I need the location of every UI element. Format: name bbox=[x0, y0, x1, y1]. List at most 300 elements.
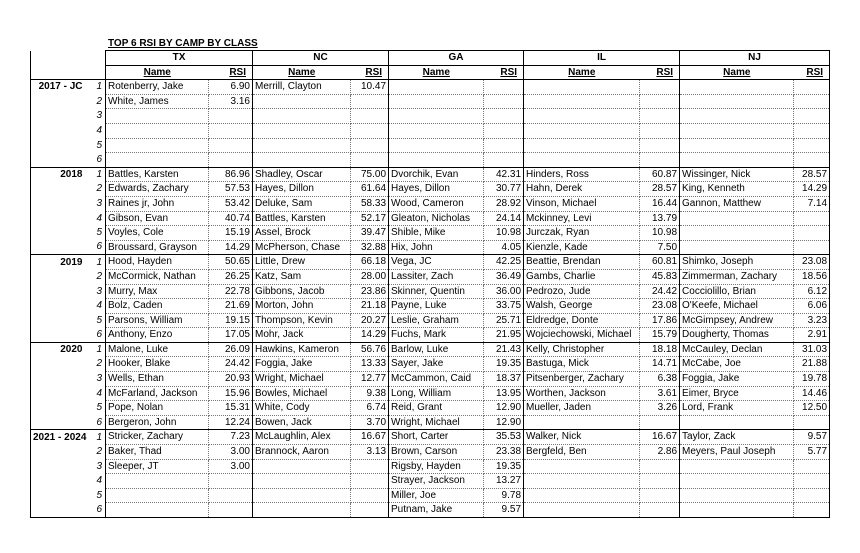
player-name-cell bbox=[524, 109, 640, 124]
rsi-value-cell: 3.00 bbox=[209, 459, 253, 474]
rsi-value-cell: 86.96 bbox=[209, 167, 253, 182]
rsi-value-cell: 40.74 bbox=[209, 211, 253, 226]
table-row bbox=[31, 488, 830, 503]
rsi-value-cell bbox=[794, 503, 830, 518]
rsi-value-cell bbox=[794, 153, 830, 168]
player-name-cell bbox=[524, 503, 640, 518]
player-name-cell bbox=[389, 80, 484, 95]
player-name-cell: Stricker, Zachary bbox=[106, 430, 209, 445]
player-name-cell: Barlow, Luke bbox=[389, 342, 484, 357]
player-name-cell: Wood, Cameron bbox=[389, 196, 484, 211]
rank-number: 4 bbox=[88, 299, 106, 314]
player-name-cell bbox=[253, 459, 351, 474]
rank-number: 4 bbox=[88, 123, 106, 138]
rsi-value-cell bbox=[209, 488, 253, 503]
player-name-cell: Gambs, Charlie bbox=[524, 269, 640, 284]
class-label bbox=[31, 415, 88, 430]
class-label bbox=[31, 488, 88, 503]
player-name-cell: King, Kenneth bbox=[680, 182, 794, 197]
header-corner bbox=[31, 65, 106, 80]
rsi-value-cell: 26.09 bbox=[209, 342, 253, 357]
rsi-value-cell bbox=[640, 153, 680, 168]
rank-number: 1 bbox=[88, 430, 106, 445]
column-header-row bbox=[31, 65, 830, 80]
rsi-value-cell: 12.90 bbox=[484, 401, 524, 416]
class-label bbox=[31, 94, 88, 109]
table-row bbox=[31, 153, 830, 168]
rank-number: 2 bbox=[88, 269, 106, 284]
rsi-value-cell: 21.88 bbox=[794, 357, 830, 372]
rsi-value-cell: 24.42 bbox=[209, 357, 253, 372]
rsi-value-cell: 14.29 bbox=[351, 328, 389, 343]
player-name-cell: Lord, Frank bbox=[680, 401, 794, 416]
table-row bbox=[31, 342, 830, 357]
player-name-cell: Sleeper, JT bbox=[106, 459, 209, 474]
rank-number: 2 bbox=[88, 94, 106, 109]
rank-number: 2 bbox=[88, 357, 106, 372]
table-row bbox=[31, 474, 830, 489]
rsi-value-cell: 3.00 bbox=[209, 445, 253, 460]
rsi-value-cell: 36.00 bbox=[484, 284, 524, 299]
rsi-value-cell: 61.64 bbox=[351, 182, 389, 197]
name-header: Name bbox=[680, 65, 794, 80]
rsi-value-cell: 20.93 bbox=[209, 372, 253, 387]
player-name-cell bbox=[106, 474, 209, 489]
player-name-cell: Short, Carter bbox=[389, 430, 484, 445]
rank-number: 5 bbox=[88, 138, 106, 153]
player-name-cell: Deluke, Sam bbox=[253, 196, 351, 211]
player-name-cell: Bowles, Michael bbox=[253, 386, 351, 401]
player-name-cell: Hayes, Dillon bbox=[253, 182, 351, 197]
rsi-value-cell bbox=[640, 488, 680, 503]
rsi-value-cell: 28.57 bbox=[794, 167, 830, 182]
rsi-value-cell: 3.16 bbox=[209, 94, 253, 109]
rsi-header: RSI bbox=[484, 65, 524, 80]
player-name-cell: Skinner, Quentin bbox=[389, 284, 484, 299]
rsi-value-cell: 6.12 bbox=[794, 284, 830, 299]
player-name-cell: Rigsby, Hayden bbox=[389, 459, 484, 474]
rsi-value-cell: 14.29 bbox=[209, 240, 253, 255]
rsi-value-cell: 18.56 bbox=[794, 269, 830, 284]
player-name-cell: Rotenberry, Jake bbox=[106, 80, 209, 95]
player-name-cell: Brannock, Aaron bbox=[253, 445, 351, 460]
rsi-value-cell bbox=[794, 459, 830, 474]
class-label: 2019 bbox=[31, 255, 88, 270]
rsi-value-cell: 15.79 bbox=[640, 328, 680, 343]
rsi-value-cell: 19.78 bbox=[794, 372, 830, 387]
rsi-value-cell bbox=[209, 109, 253, 124]
player-name-cell: Fuchs, Mark bbox=[389, 328, 484, 343]
rsi-value-cell bbox=[484, 109, 524, 124]
player-name-cell: Pitsenberger, Zachary bbox=[524, 372, 640, 387]
rank-number: 3 bbox=[88, 372, 106, 387]
rsi-value-cell: 21.95 bbox=[484, 328, 524, 343]
player-name-cell bbox=[389, 94, 484, 109]
rank-number: 5 bbox=[88, 313, 106, 328]
rsi-value-cell: 13.95 bbox=[484, 386, 524, 401]
rsi-value-cell bbox=[209, 474, 253, 489]
player-name-cell: Hood, Hayden bbox=[106, 255, 209, 270]
player-name-cell: Jurczak, Ryan bbox=[524, 226, 640, 241]
rsi-value-cell: 18.18 bbox=[640, 342, 680, 357]
player-name-cell bbox=[524, 94, 640, 109]
player-name-cell: Long, William bbox=[389, 386, 484, 401]
table-row bbox=[31, 357, 830, 372]
table-row bbox=[31, 372, 830, 387]
rsi-value-cell: 15.31 bbox=[209, 401, 253, 416]
rsi-value-cell bbox=[794, 109, 830, 124]
player-name-cell: Miller, Joe bbox=[389, 488, 484, 503]
player-name-cell: Taylor, Zack bbox=[680, 430, 794, 445]
camp-header: NC bbox=[253, 51, 389, 66]
player-name-cell: Bergfeld, Ben bbox=[524, 445, 640, 460]
class-label: 2020 bbox=[31, 342, 88, 357]
player-name-cell: Hayes, Dillon bbox=[389, 182, 484, 197]
player-name-cell: Brown, Carson bbox=[389, 445, 484, 460]
player-name-cell: Kienzle, Kade bbox=[524, 240, 640, 255]
rank-number: 1 bbox=[88, 255, 106, 270]
player-name-cell: Murry, Max bbox=[106, 284, 209, 299]
player-name-cell: Parsons, William bbox=[106, 313, 209, 328]
rsi-value-cell: 45.83 bbox=[640, 269, 680, 284]
rsi-value-cell bbox=[484, 153, 524, 168]
rsi-value-cell: 10.98 bbox=[640, 226, 680, 241]
rsi-header: RSI bbox=[794, 65, 830, 80]
player-name-cell bbox=[680, 138, 794, 153]
table-row bbox=[31, 94, 830, 109]
rsi-value-cell: 19.35 bbox=[484, 459, 524, 474]
rsi-value-cell bbox=[794, 226, 830, 241]
player-name-cell: Eldredge, Donte bbox=[524, 313, 640, 328]
class-label bbox=[31, 474, 88, 489]
player-name-cell bbox=[680, 80, 794, 95]
rank-number: 6 bbox=[88, 328, 106, 343]
class-label bbox=[31, 313, 88, 328]
player-name-cell: Mohr, Jack bbox=[253, 328, 351, 343]
table-row bbox=[31, 503, 830, 518]
player-name-cell: Hix, John bbox=[389, 240, 484, 255]
class-label bbox=[31, 211, 88, 226]
table-row bbox=[31, 313, 830, 328]
table-row bbox=[31, 386, 830, 401]
player-name-cell: White, Cody bbox=[253, 401, 351, 416]
rsi-value-cell: 16.67 bbox=[351, 430, 389, 445]
player-name-cell: Shible, Mike bbox=[389, 226, 484, 241]
player-name-cell: Reid, Grant bbox=[389, 401, 484, 416]
player-name-cell: O'Keefe, Michael bbox=[680, 299, 794, 314]
class-label bbox=[31, 284, 88, 299]
player-name-cell bbox=[106, 503, 209, 518]
player-name-cell bbox=[106, 488, 209, 503]
class-label bbox=[31, 226, 88, 241]
rsi-value-cell bbox=[484, 123, 524, 138]
rsi-value-cell: 31.03 bbox=[794, 342, 830, 357]
player-name-cell bbox=[680, 415, 794, 430]
rsi-value-cell: 18.37 bbox=[484, 372, 524, 387]
rsi-value-cell bbox=[640, 123, 680, 138]
rsi-value-cell: 15.19 bbox=[209, 226, 253, 241]
rsi-value-cell bbox=[484, 94, 524, 109]
rsi-header: RSI bbox=[209, 65, 253, 80]
rank-number: 5 bbox=[88, 226, 106, 241]
rsi-value-cell: 3.70 bbox=[351, 415, 389, 430]
rsi-value-cell bbox=[640, 80, 680, 95]
player-name-cell bbox=[524, 488, 640, 503]
rsi-value-cell bbox=[351, 503, 389, 518]
rsi-value-cell: 28.92 bbox=[484, 196, 524, 211]
rsi-value-cell: 60.87 bbox=[640, 167, 680, 182]
rsi-value-cell: 10.47 bbox=[351, 80, 389, 95]
player-name-cell: Kelly, Christopher bbox=[524, 342, 640, 357]
rsi-value-cell: 50.65 bbox=[209, 255, 253, 270]
rsi-value-cell: 13.79 bbox=[640, 211, 680, 226]
rank-number: 2 bbox=[88, 182, 106, 197]
rsi-value-cell bbox=[640, 94, 680, 109]
rsi-value-cell bbox=[484, 138, 524, 153]
rsi-header: RSI bbox=[640, 65, 680, 80]
table-row bbox=[31, 123, 830, 138]
player-name-cell bbox=[524, 459, 640, 474]
table-row bbox=[31, 269, 830, 284]
player-name-cell bbox=[106, 153, 209, 168]
table-row bbox=[31, 182, 830, 197]
rank-number: 6 bbox=[88, 153, 106, 168]
player-name-cell: Bastuga, Mick bbox=[524, 357, 640, 372]
rsi-value-cell: 9.57 bbox=[794, 430, 830, 445]
player-name-cell bbox=[106, 138, 209, 153]
player-name-cell: Putnam, Jake bbox=[389, 503, 484, 518]
player-name-cell bbox=[680, 123, 794, 138]
player-name-cell: Sayer, Jake bbox=[389, 357, 484, 372]
rsi-value-cell: 26.25 bbox=[209, 269, 253, 284]
camp-header: GA bbox=[389, 51, 524, 66]
player-name-cell: McCabe, Joe bbox=[680, 357, 794, 372]
player-name-cell bbox=[389, 138, 484, 153]
rsi-value-cell bbox=[640, 459, 680, 474]
rank-number: 3 bbox=[88, 284, 106, 299]
rsi-value-cell bbox=[794, 123, 830, 138]
name-header: Name bbox=[524, 65, 640, 80]
rsi-value-cell: 14.71 bbox=[640, 357, 680, 372]
player-name-cell: Malone, Luke bbox=[106, 342, 209, 357]
rsi-value-cell bbox=[351, 94, 389, 109]
rsi-value-cell: 30.77 bbox=[484, 182, 524, 197]
player-name-cell: Dvorchik, Evan bbox=[389, 167, 484, 182]
player-name-cell: Bowen, Jack bbox=[253, 415, 351, 430]
rsi-value-cell: 16.44 bbox=[640, 196, 680, 211]
rsi-value-cell: 23.86 bbox=[351, 284, 389, 299]
player-name-cell: Wright, Michael bbox=[253, 372, 351, 387]
rsi-value-cell: 2.91 bbox=[794, 328, 830, 343]
rsi-value-cell: 60.81 bbox=[640, 255, 680, 270]
player-name-cell: Katz, Sam bbox=[253, 269, 351, 284]
player-name-cell bbox=[680, 503, 794, 518]
player-name-cell: Eimer, Bryce bbox=[680, 386, 794, 401]
player-name-cell bbox=[680, 94, 794, 109]
rank-number: 6 bbox=[88, 415, 106, 430]
rsi-value-cell: 3.26 bbox=[640, 401, 680, 416]
table-row bbox=[31, 415, 830, 430]
name-header: Name bbox=[106, 65, 209, 80]
player-name-cell bbox=[524, 138, 640, 153]
rsi-value-cell: 57.53 bbox=[209, 182, 253, 197]
player-name-cell bbox=[253, 503, 351, 518]
player-name-cell bbox=[524, 415, 640, 430]
player-name-cell: Wright, Michael bbox=[389, 415, 484, 430]
rsi-value-cell bbox=[209, 503, 253, 518]
player-name-cell bbox=[253, 94, 351, 109]
player-name-cell bbox=[680, 240, 794, 255]
class-label bbox=[31, 196, 88, 211]
rsi-table bbox=[30, 50, 830, 518]
player-name-cell: McGimpsey, Andrew bbox=[680, 313, 794, 328]
player-name-cell: Voyles, Cole bbox=[106, 226, 209, 241]
player-name-cell: Meyers, Paul Joseph bbox=[680, 445, 794, 460]
rank-number: 3 bbox=[88, 109, 106, 124]
player-name-cell: Shimko, Joseph bbox=[680, 255, 794, 270]
player-name-cell: Hooker, Blake bbox=[106, 357, 209, 372]
class-label bbox=[31, 445, 88, 460]
player-name-cell: Hinders, Ross bbox=[524, 167, 640, 182]
player-name-cell: Battles, Karsten bbox=[253, 211, 351, 226]
class-label bbox=[31, 299, 88, 314]
name-header: Name bbox=[389, 65, 484, 80]
camp-header: TX bbox=[106, 51, 253, 66]
rsi-value-cell: 23.08 bbox=[794, 255, 830, 270]
rank-number: 3 bbox=[88, 196, 106, 211]
rsi-value-cell bbox=[351, 153, 389, 168]
camp-header: NJ bbox=[680, 51, 830, 66]
player-name-cell bbox=[680, 211, 794, 226]
rsi-value-cell: 4.05 bbox=[484, 240, 524, 255]
rsi-value-cell bbox=[209, 138, 253, 153]
player-name-cell bbox=[680, 226, 794, 241]
player-name-cell: Bergeron, John bbox=[106, 415, 209, 430]
rsi-value-cell: 15.96 bbox=[209, 386, 253, 401]
player-name-cell bbox=[253, 488, 351, 503]
class-label bbox=[31, 109, 88, 124]
rsi-value-cell bbox=[484, 80, 524, 95]
player-name-cell bbox=[680, 109, 794, 124]
page-title: TOP 6 RSI BY CAMP BY CLASS bbox=[108, 38, 258, 49]
rank-number: 5 bbox=[88, 488, 106, 503]
table-row bbox=[31, 80, 830, 95]
rsi-value-cell: 5.77 bbox=[794, 445, 830, 460]
class-label: 2017 - JC bbox=[31, 80, 88, 95]
rsi-value-cell: 17.86 bbox=[640, 313, 680, 328]
rsi-value-cell bbox=[351, 488, 389, 503]
player-name-cell bbox=[680, 474, 794, 489]
class-label bbox=[31, 138, 88, 153]
rsi-value-cell: 12.24 bbox=[209, 415, 253, 430]
rsi-value-cell: 9.38 bbox=[351, 386, 389, 401]
rsi-value-cell bbox=[640, 415, 680, 430]
player-name-cell bbox=[524, 80, 640, 95]
rsi-value-cell: 19.15 bbox=[209, 313, 253, 328]
rsi-value-cell: 14.29 bbox=[794, 182, 830, 197]
class-label: 2018 bbox=[31, 167, 88, 182]
rsi-value-cell bbox=[351, 138, 389, 153]
player-name-cell: Thompson, Kevin bbox=[253, 313, 351, 328]
player-name-cell: McCammon, Caid bbox=[389, 372, 484, 387]
table-row bbox=[31, 196, 830, 211]
player-name-cell: Wells, Ethan bbox=[106, 372, 209, 387]
table-row bbox=[31, 299, 830, 314]
player-name-cell: Strayer, Jackson bbox=[389, 474, 484, 489]
player-name-cell: Payne, Luke bbox=[389, 299, 484, 314]
class-label bbox=[31, 182, 88, 197]
player-name-cell bbox=[253, 138, 351, 153]
class-label bbox=[31, 386, 88, 401]
rsi-value-cell: 28.00 bbox=[351, 269, 389, 284]
rsi-value-cell bbox=[640, 138, 680, 153]
rsi-value-cell bbox=[351, 123, 389, 138]
class-label bbox=[31, 503, 88, 518]
rank-number: 1 bbox=[88, 167, 106, 182]
rank-number: 1 bbox=[88, 80, 106, 95]
player-name-cell bbox=[524, 123, 640, 138]
player-name-cell: Little, Drew bbox=[253, 255, 351, 270]
rsi-value-cell bbox=[794, 240, 830, 255]
table-row bbox=[31, 255, 830, 270]
table-row bbox=[31, 284, 830, 299]
rsi-value-cell: 58.33 bbox=[351, 196, 389, 211]
player-name-cell: Raines jr, John bbox=[106, 196, 209, 211]
rsi-value-cell: 6.38 bbox=[640, 372, 680, 387]
rsi-value-cell bbox=[209, 123, 253, 138]
player-name-cell: McPherson, Chase bbox=[253, 240, 351, 255]
rsi-value-cell: 6.06 bbox=[794, 299, 830, 314]
player-name-cell bbox=[524, 153, 640, 168]
player-name-cell bbox=[253, 109, 351, 124]
class-label bbox=[31, 357, 88, 372]
player-name-cell bbox=[389, 153, 484, 168]
rsi-value-cell: 56.76 bbox=[351, 342, 389, 357]
rsi-value-cell: 7.50 bbox=[640, 240, 680, 255]
class-label bbox=[31, 153, 88, 168]
rsi-value-cell bbox=[794, 80, 830, 95]
player-name-cell: Battles, Karsten bbox=[106, 167, 209, 182]
player-name-cell bbox=[389, 123, 484, 138]
rsi-value-cell: 21.69 bbox=[209, 299, 253, 314]
player-name-cell: Mueller, Jaden bbox=[524, 401, 640, 416]
rsi-value-cell: 53.42 bbox=[209, 196, 253, 211]
player-name-cell bbox=[680, 488, 794, 503]
player-name-cell: Leslie, Graham bbox=[389, 313, 484, 328]
rsi-value-cell: 9.78 bbox=[484, 488, 524, 503]
rsi-value-cell: 42.25 bbox=[484, 255, 524, 270]
rsi-value-cell: 16.67 bbox=[640, 430, 680, 445]
rsi-value-cell: 7.14 bbox=[794, 196, 830, 211]
class-label bbox=[31, 372, 88, 387]
rsi-value-cell: 21.18 bbox=[351, 299, 389, 314]
rsi-value-cell bbox=[794, 474, 830, 489]
rsi-value-cell bbox=[640, 503, 680, 518]
player-name-cell: Gibson, Evan bbox=[106, 211, 209, 226]
rsi-value-cell: 33.75 bbox=[484, 299, 524, 314]
rsi-value-cell bbox=[794, 94, 830, 109]
rsi-value-cell: 2.86 bbox=[640, 445, 680, 460]
player-name-cell: Gleaton, Nicholas bbox=[389, 211, 484, 226]
class-label bbox=[31, 240, 88, 255]
rsi-value-cell bbox=[794, 488, 830, 503]
player-name-cell: Pedrozo, Jude bbox=[524, 284, 640, 299]
player-name-cell bbox=[106, 123, 209, 138]
rsi-value-cell: 3.61 bbox=[640, 386, 680, 401]
rsi-value-cell: 24.42 bbox=[640, 284, 680, 299]
player-name-cell: Edwards, Zachary bbox=[106, 182, 209, 197]
rsi-value-cell: 24.14 bbox=[484, 211, 524, 226]
